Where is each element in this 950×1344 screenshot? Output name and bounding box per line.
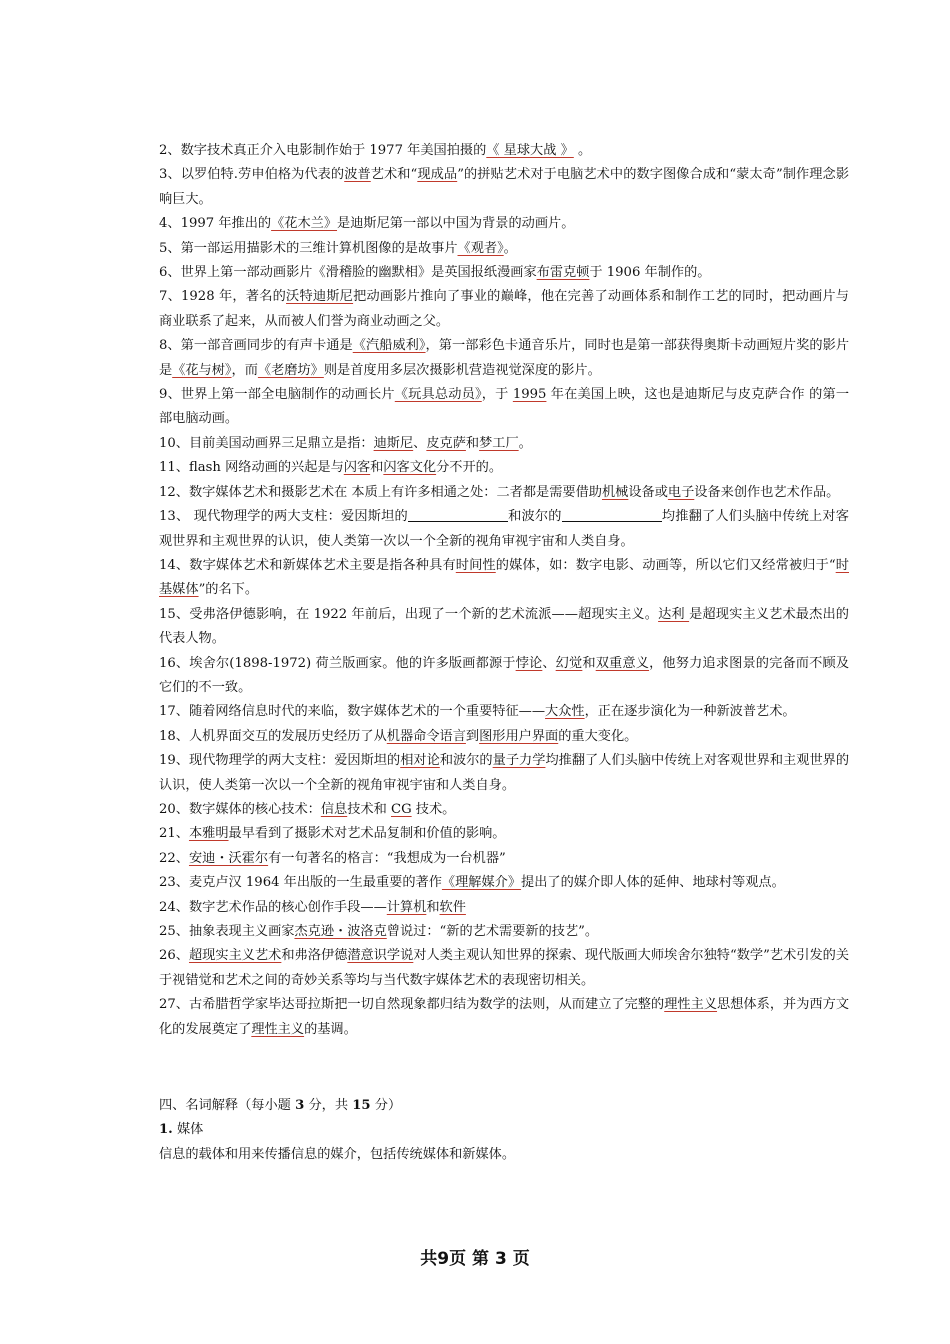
question-item — [159, 505, 849, 554]
question-text: 5、第一部运用描影术的三维计算机图像的是故事片 — [159, 240, 458, 256]
page-footer: 共9页 第 3 页 — [420, 1249, 530, 1269]
question-text: 最早看到了摄影术对艺术品复制和价值的影响。 — [228, 826, 506, 842]
heading-text: 分） — [370, 1098, 402, 1114]
answer-text: 闪客 — [343, 460, 371, 476]
question-text: 技术和 — [347, 801, 391, 817]
question-item — [159, 554, 849, 603]
question-text: 、 — [542, 655, 556, 671]
answer-text: 安迪・沃霍尔 — [188, 850, 269, 866]
question-item — [159, 822, 849, 846]
question-item — [159, 700, 849, 724]
question-text: 19、现代物理学的两大支柱：爱因斯坦的 — [159, 753, 401, 769]
question-text: 6、世界上第一部动画影片《滑稽脸的幽默相》是英国报纸漫画家 — [159, 265, 537, 281]
answer-text: 计算机 — [386, 899, 427, 915]
answer-text: 皮克萨 — [426, 435, 466, 451]
question-text: 12、数字媒体艺术和摄影艺术在 本质上有许多相通之处：二者都是需要借助 — [159, 484, 602, 500]
question-text: 设备来创作也艺术作品。 — [694, 484, 840, 500]
answer-text: 布雷克顿 — [536, 265, 590, 281]
question-text: 2、数字技术真正介入电影制作始于 1977 年美国拍摄的 — [159, 143, 487, 158]
answer-blank — [562, 507, 662, 522]
answer-text: 《理解媒介》 — [441, 875, 522, 891]
question-text: 和波尔的 — [507, 509, 562, 525]
question-text: 。 — [573, 143, 592, 158]
question-text: 25、抽象表现主义画家 — [159, 924, 295, 939]
question-text: 的重大变化。 — [558, 728, 638, 744]
question-item — [159, 896, 849, 920]
question-item — [159, 603, 849, 652]
question-item — [159, 920, 849, 944]
question-text: 8、第一部音画同步的有声卡通是 — [159, 338, 353, 354]
answer-text: 现成品 — [417, 167, 458, 183]
question-text: 艺术和“ — [370, 167, 418, 183]
question-text: 3、以罗伯特.劳申伯格为代表的 — [159, 167, 345, 183]
answer-text: 杰克逊・波洛克 — [294, 924, 387, 939]
answer-text: 机器命令语言 — [386, 728, 466, 744]
question-item — [159, 212, 849, 236]
question-text: 10、目前美国动画界三足鼎立是指： — [159, 435, 374, 451]
answer-text: 《花木兰》 — [271, 216, 338, 232]
question-text: 于 1906 年制作的。 — [589, 265, 711, 281]
answer-blank — [408, 507, 508, 522]
answer-text: 幻觉 — [555, 655, 583, 671]
question-text: 年在美国上映，这也是迪斯尼与皮克萨合作 的第一部电脑动画。 — [159, 387, 850, 427]
question-text: ，而 — [231, 362, 258, 378]
question-text: 分不开的。 — [436, 460, 503, 476]
answer-text: 《老磨坊》 — [257, 362, 324, 378]
answer-text: 《观者》 — [457, 240, 504, 256]
question-item — [159, 871, 849, 895]
question-text: 9、世界上第一部全电脑制作的动画长片 — [159, 387, 395, 403]
answer-text: 量子力学 — [492, 753, 546, 769]
question-text: 22、 — [159, 850, 189, 866]
answer-text: 《汽船威利》 — [352, 338, 426, 354]
term-title — [159, 1118, 849, 1142]
term-name: 媒体 — [172, 1122, 204, 1138]
question-text: 的基调。 — [304, 1021, 357, 1037]
term-number: 1. — [159, 1122, 173, 1138]
answer-text: 图形用户界面 — [479, 728, 559, 744]
answer-text: 迪斯尼 — [373, 435, 414, 451]
question-text: 21、 — [159, 826, 189, 842]
question-text: 和 — [465, 435, 480, 451]
question-text: ”的名下。 — [198, 582, 259, 598]
question-item — [159, 847, 849, 871]
answer-text: 沃特迪斯尼 — [286, 289, 354, 305]
answer-text: 梦工厂 — [479, 435, 519, 451]
question-item — [159, 139, 849, 163]
heading-text: 四、名词解释（每小题 — [159, 1098, 296, 1114]
question-item — [159, 944, 849, 993]
question-text: 26、 — [159, 948, 189, 964]
question-text: 和 — [370, 460, 384, 476]
question-text: 思想体系，并为西方文化的发展奠定了 — [159, 997, 850, 1037]
answer-text: 达利 — [658, 606, 690, 622]
answer-text: CG — [390, 801, 412, 817]
question-text: 均推翻了人们头脑中传统上对客观世界和主观世界的认识，使人类第一次以一个全新的视角审视宇宙和人类自身。 — [159, 509, 849, 549]
question-item — [159, 481, 849, 505]
question-item — [159, 798, 849, 822]
fill-in-question-list — [159, 139, 849, 1042]
answer-text: 软件 — [439, 899, 466, 915]
question-text: ，正在逐步演化为一种新波普艺术。 — [584, 704, 796, 720]
question-text: 15、受弗洛伊德影响，在 1922 年前后，出现了一个新的艺术流派——超现实主义。 — [159, 606, 659, 622]
question-item — [159, 285, 849, 334]
question-text: 23、麦克卢汉 1964 年出版的一生最重要的著作 — [159, 875, 442, 891]
question-text: 。 — [518, 435, 532, 451]
question-item — [159, 432, 849, 456]
question-text: 27、古希腊哲学家毕达哥拉斯把一切自然现象都归结为数学的法则，从而建立了完整的 — [159, 997, 665, 1013]
question-text: 13、 现代物理学的两大支柱：爱因斯坦的 — [159, 509, 408, 525]
question-item — [159, 456, 849, 480]
answer-text: 波普 — [344, 167, 371, 183]
question-text: 是超现实主义艺术最杰出的代表人物。 — [159, 606, 849, 647]
question-text: ，第一部彩色卡通音乐片，同时也是第一部获得奥斯卡动画短片奖的影片是 — [159, 338, 850, 378]
question-item — [159, 725, 849, 749]
answer-text: 《花与树》 — [172, 362, 232, 378]
question-text: 设备或 — [628, 484, 668, 500]
answer-text: 相对论 — [400, 753, 440, 769]
answer-text: 信息 — [320, 801, 348, 817]
heading-score-each: 3 — [295, 1098, 305, 1114]
question-text: 技术。 — [411, 801, 456, 817]
question-text: 16、埃舍尔(1898-1972) 荷兰版画家。他的许多版画都源于 — [159, 655, 516, 671]
question-text: 18、人机界面交互的发展历史经历了从 — [159, 728, 387, 744]
question-text: ，于 — [481, 387, 513, 403]
question-item — [159, 993, 849, 1042]
question-item — [159, 749, 849, 798]
answer-text: 理性主义 — [251, 1021, 305, 1037]
question-text: 对人类主观认知世界的探索、现代版画大师埃舍尔独特“数学”艺术引发的关于视错觉和艺术之间的奇妙关系等均与当代数字媒体艺术的表现密切相关。 — [159, 948, 850, 988]
question-text: 17、随着网络信息时代的来临，数字媒体艺术的一个重要特征—— — [159, 704, 546, 720]
answer-text: 本雅明 — [188, 826, 229, 842]
answer-text: 电子 — [667, 484, 695, 500]
question-text: 4、1997 年推出的 — [159, 216, 272, 232]
page-content — [159, 139, 849, 1167]
answer-text: 《玩具总动员》 — [394, 387, 482, 403]
answer-text: 双重意义 — [595, 655, 650, 671]
question-text: ”的拼贴艺术对于电脑艺术中的数字图像合成和“蒙太奇”制作理念影响巨大。 — [159, 167, 850, 207]
answer-text: 悖论 — [515, 655, 543, 671]
question-text: 的媒体，如：数字电影、动画等，所以它们又经常被归于“ — [495, 557, 836, 573]
answer-text: 大众性 — [545, 704, 585, 720]
question-text: 7、1928 年，著名的 — [159, 289, 287, 305]
question-text: 24、数字艺术作品的核心创作手段—— — [159, 899, 387, 915]
question-text: 20、数字媒体的核心技术： — [159, 801, 321, 817]
answer-text: 闪客文化 — [383, 460, 437, 476]
question-text: 14、数字媒体艺术和新媒体艺术主要是指各种具有 — [159, 557, 456, 573]
question-item — [159, 261, 849, 285]
section-heading — [159, 1094, 849, 1118]
answer-text: 超现实主义艺术 — [188, 948, 282, 964]
question-text: 和 — [426, 899, 440, 915]
question-text: 则是首度用多层次摄影机营造视觉深度的影片。 — [323, 362, 601, 378]
answer-text: 1995 — [512, 387, 547, 403]
term-definition: 信息的载体和用来传播信息的媒介，包括传统媒体和新媒体。 — [159, 1146, 516, 1162]
heading-text: 分，共 — [304, 1098, 353, 1114]
question-text: 提出了的媒介即人体的延伸、地球村等观点。 — [521, 875, 785, 891]
question-item — [159, 237, 849, 261]
question-text: 是迪斯尼第一部以中国为背景的动画片。 — [337, 216, 575, 232]
question-item — [159, 163, 849, 212]
answer-text: 时间性 — [455, 557, 496, 573]
question-item — [159, 652, 849, 701]
heading-score-total: 15 — [352, 1098, 371, 1114]
question-text: 曾说过：“新的艺术需要新的技艺”。 — [386, 924, 599, 939]
answer-text: 理性主义 — [664, 997, 718, 1013]
question-text: 11、flash 网络动画的兴起是与 — [159, 460, 344, 476]
answer-text: 时基媒体 — [159, 557, 849, 598]
question-text: 有一句著名的格言：“我想成为一台机器” — [268, 850, 506, 866]
question-text: 和弗洛伊德 — [281, 948, 348, 964]
question-text: 均推翻了人们头脑中传统上对客观世界和主观世界的认识，使人类第一次以一个全新的视角审视宇宙和人类自身。 — [159, 753, 850, 793]
answer-text: 机械 — [601, 484, 629, 500]
question-text: 把动画影片推向了事业的巅峰，他在完善了动画体系和制作工艺的同时，把动画片与商业联系了起来，从而被人们誉为商业动画之父。 — [159, 289, 849, 329]
question-text: 和波尔的 — [439, 753, 493, 769]
question-text: 到 — [465, 728, 480, 744]
term-explanation-section — [159, 1094, 849, 1167]
question-item — [159, 334, 849, 383]
question-text: ，他努力追求图景的完备而不顾及它们的不一致。 — [159, 655, 850, 695]
question-text: 和 — [582, 655, 596, 671]
answer-text: 潜意识学说 — [347, 948, 414, 964]
answer-text: 《 星球大战 》 — [486, 143, 574, 158]
question-text: 。 — [503, 240, 517, 256]
question-item — [159, 383, 849, 432]
question-text: 、 — [413, 435, 427, 451]
